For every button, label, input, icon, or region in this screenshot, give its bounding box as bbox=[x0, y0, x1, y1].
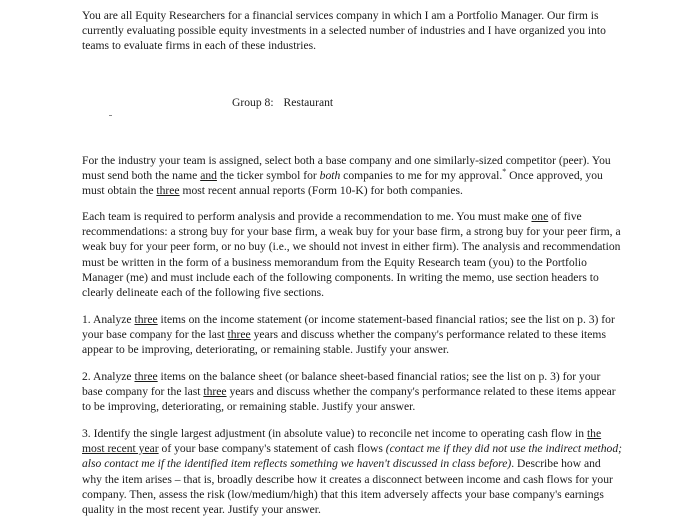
para1-text-c: companies to me for my approval. bbox=[340, 169, 503, 183]
item1-text-b: items on the income statement (or income statement-based financial ratios; see the list on p. 3) for your base company for the last bbox=[82, 313, 615, 342]
item2-underline-three: three bbox=[134, 370, 158, 383]
group-label: Group 8: bbox=[232, 96, 274, 109]
para2-underline-one: one bbox=[531, 210, 549, 223]
item1-underline-three-2: three bbox=[227, 328, 251, 342]
item1-text-a: 1. Analyze bbox=[82, 313, 135, 326]
item2-text-c: years and discuss whether the company's performance related to these items appear to be improving, deteriorating, or remaining stable. Justify your answer. bbox=[82, 385, 616, 414]
item2-text-b: items on the balance sheet (or balance sheet-based financial ratios; see the list on p. 3) for your base company for the last bbox=[82, 370, 601, 399]
para1-text-a: For the industry your team is assigned, select both a base company and one similarly-sized competitor (peer). You must send both the name bbox=[82, 154, 611, 183]
item3-italic-note: (contact me if they did not use the indirect method; also contact me if the identified item reflects something we haven't discussed in class before) bbox=[82, 442, 622, 471]
para1-italic-both: both bbox=[319, 169, 341, 183]
para1-underline-three: three bbox=[156, 184, 180, 198]
section-item-3 bbox=[82, 426, 622, 517]
item3-text-a: 3. Identify the single largest adjustment (in absolute value) to reconcile net income to operating cash flow in bbox=[82, 427, 587, 440]
item2-text-a: 2. Analyze bbox=[82, 370, 135, 383]
item2-underline-three-2: three bbox=[203, 385, 227, 399]
para1-text-b: the ticker symbol for bbox=[216, 169, 320, 183]
item1-underline-three: three bbox=[134, 313, 158, 326]
para2-text-b: of five recommendations: a strong buy for your base firm, a weak buy for your base firm, a strong buy for your peer firm, a weak buy for your peer form, or no buy (i.e., we should not invest in either firm). The analysis and recommendation must be written in the form of a business memorandum from the Equity Research team (you) to the Portfolio Manager (me) and must include each of the following components. In writing the memo, use section headers to clearly delineate each of the following five sections. bbox=[82, 210, 621, 300]
para1-text-e: most recent annual reports (Form 10-K) for both companies. bbox=[179, 184, 463, 198]
para2-text-a: Each team is required to perform analysis and provide a recommendation to me. You must make bbox=[82, 210, 532, 223]
intro-paragraph: You are all Equity Researchers for a financial services company in which I am a Portfolio Manager. Our firm is currently evaluating possible equity investments in a selected number of industries and I have organized you into teams to evaluate firms in each of these industries. bbox=[82, 9, 606, 53]
section-item-1 bbox=[82, 312, 622, 358]
recommendation-paragraph bbox=[82, 209, 622, 300]
group-industry: Restaurant bbox=[283, 96, 334, 109]
group-heading bbox=[232, 95, 532, 110]
para1-text-d: Once approved, you must obtain the bbox=[82, 169, 603, 198]
selection-paragraph bbox=[82, 153, 622, 199]
para1-underline-and: and bbox=[200, 169, 217, 183]
item3-underline-recent-year: the most recent year bbox=[82, 427, 602, 456]
item3-text-b: of your base company's statement of cash flows bbox=[158, 442, 386, 456]
item1-text-c: years and discuss whether the company's performance related to these items appear to be improving, deteriorating, or remaining stable. Justify your answer. bbox=[82, 328, 606, 357]
section-item-2 bbox=[82, 369, 622, 415]
footnote-mark: * bbox=[502, 167, 507, 177]
stray-mark bbox=[109, 115, 112, 116]
item3-text-c: . Describe how and why the item arises – that is, broadly describe how it creates a disconnect between income and cash flows for your company. Then, assess the risk (low/medium/high) that this item adversely affects your base company's earnings quality in the most recent year. Justify your answer. bbox=[82, 457, 613, 517]
